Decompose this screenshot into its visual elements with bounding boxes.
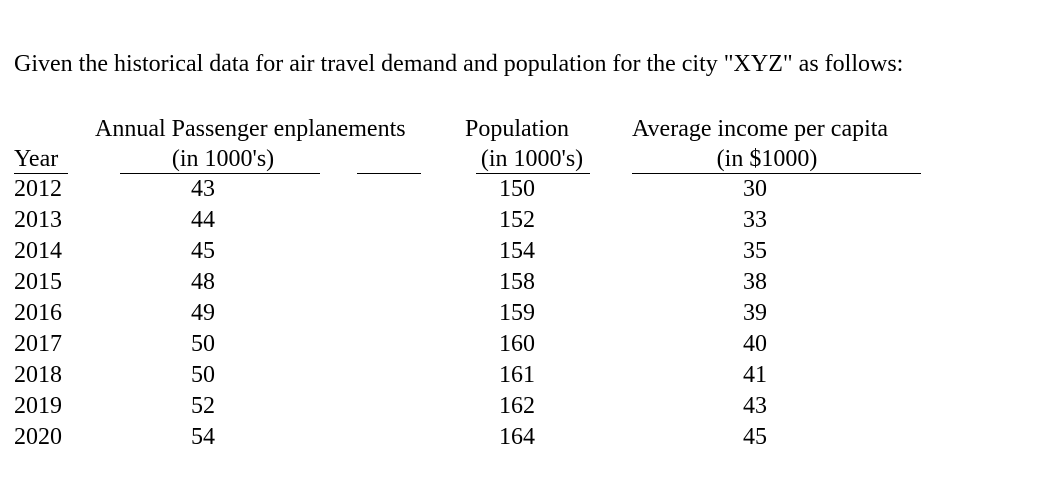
- header-underline-income: [632, 173, 921, 174]
- cell-passengers: 48: [191, 269, 215, 295]
- cell-year: 2015: [14, 269, 62, 295]
- cell-year: 2016: [14, 300, 62, 326]
- cell-income: 41: [743, 362, 767, 388]
- intro-paragraph: Given the historical data for air travel demand and population for the city "XYZ" as follows:: [14, 51, 904, 77]
- cell-population: 152: [499, 207, 535, 233]
- header-underline-passengers: [120, 173, 320, 174]
- cell-income: 43: [743, 393, 767, 419]
- cell-income: 40: [743, 331, 767, 357]
- cell-year: 2020: [14, 424, 62, 450]
- header-year: Year: [14, 146, 59, 172]
- cell-population: 158: [499, 269, 535, 295]
- cell-passengers: 43: [191, 176, 215, 202]
- cell-passengers: 49: [191, 300, 215, 326]
- cell-population: 154: [499, 238, 535, 264]
- cell-population: 164: [499, 424, 535, 450]
- header-income-line2: (in $1000): [716, 146, 818, 172]
- cell-income: 38: [743, 269, 767, 295]
- cell-income: 30: [743, 176, 767, 202]
- header-income-line1: Average income per capita: [632, 116, 889, 142]
- cell-year: 2019: [14, 393, 62, 419]
- header-population-line2: (in 1000's): [480, 146, 584, 172]
- header-underline-population: [476, 173, 590, 174]
- cell-year: 2017: [14, 331, 62, 357]
- header-passengers-line2: (in 1000's): [171, 146, 275, 172]
- header-passengers-line1: Annual Passenger enplanements: [95, 116, 406, 142]
- header-population-line1: Population: [464, 116, 570, 142]
- cell-year: 2012: [14, 176, 62, 202]
- cell-population: 162: [499, 393, 535, 419]
- cell-income: 33: [743, 207, 767, 233]
- cell-year: 2014: [14, 238, 62, 264]
- cell-passengers: 44: [191, 207, 215, 233]
- cell-population: 159: [499, 300, 535, 326]
- cell-population: 160: [499, 331, 535, 357]
- header-underline-year: [14, 173, 68, 174]
- cell-passengers: 50: [191, 331, 215, 357]
- cell-year: 2013: [14, 207, 62, 233]
- cell-income: 35: [743, 238, 767, 264]
- cell-passengers: 54: [191, 424, 215, 450]
- cell-passengers: 45: [191, 238, 215, 264]
- cell-population: 161: [499, 362, 535, 388]
- cell-income: 45: [743, 424, 767, 450]
- cell-population: 150: [499, 176, 535, 202]
- cell-income: 39: [743, 300, 767, 326]
- header-underline-blank: [357, 173, 421, 174]
- cell-passengers: 50: [191, 362, 215, 388]
- cell-passengers: 52: [191, 393, 215, 419]
- cell-year: 2018: [14, 362, 62, 388]
